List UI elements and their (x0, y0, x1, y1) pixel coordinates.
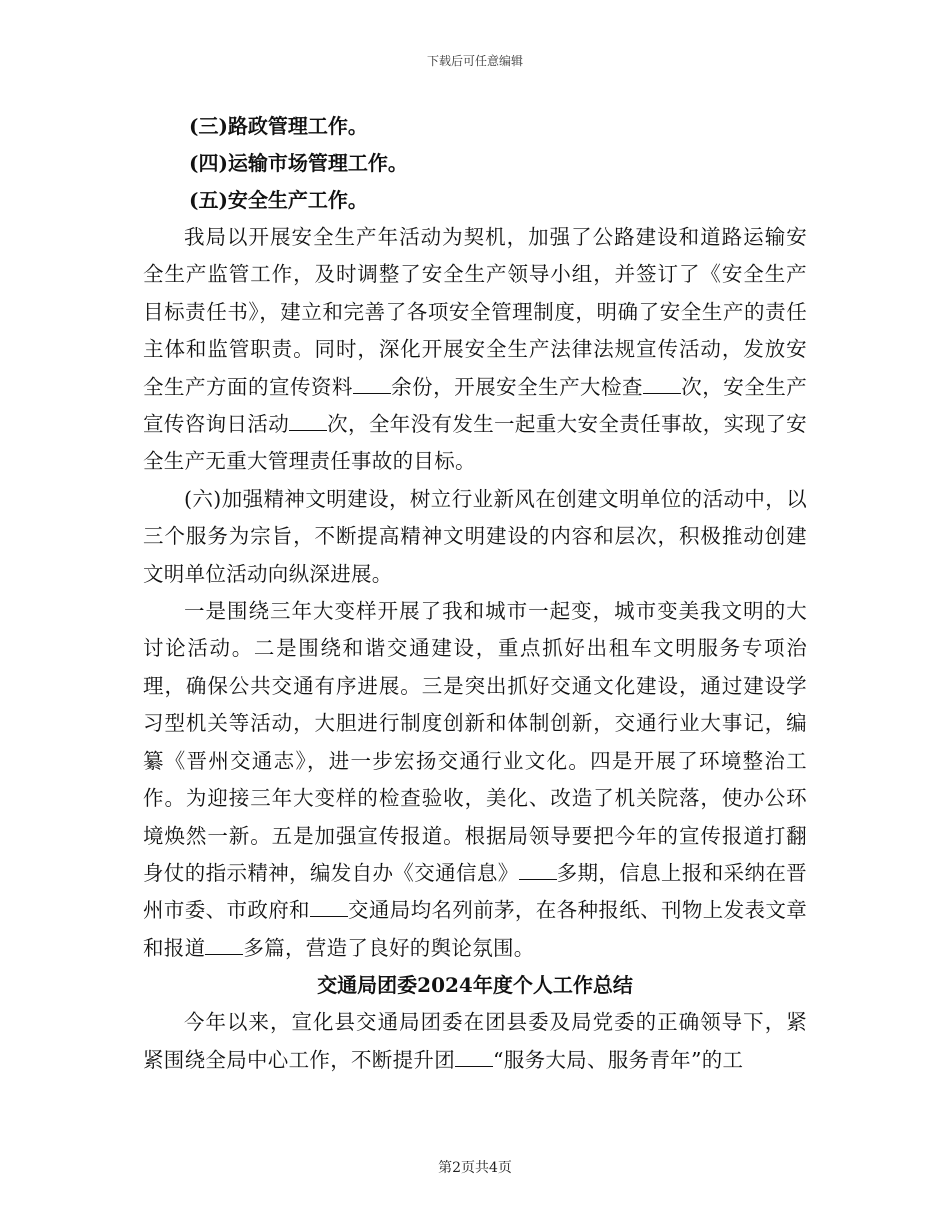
paragraph-text: 我局以开展安全生产年活动为契机，加强了公路建设和道路运输安全生产监管工作，及时调整了安全生产领导小组，并签订了《安全生产目标责任书》，建立和完善了各项安全管理制度，明确了安全生产的责任主体和监管职责。同时，深化开展安全生产法律法规宣传活动，发放安全生产方面的宣传资料 (143, 225, 807, 399)
heading-safety-production: (五)安全生产工作。 (189, 188, 368, 212)
paragraph-safety (143, 219, 807, 481)
fill-blank (353, 375, 391, 394)
paragraph-text: 今年以来，宣化县交通局团委在团县委及局党委的正确领导下，紧紧围绕全局中心工作，不断提升团 (143, 1010, 807, 1072)
paragraph-text: “服务大局、服务青年”的工 (493, 1047, 744, 1072)
fill-blank (310, 898, 348, 917)
paragraph-text: 多篇，营造了良好的舆论氛围。 (243, 935, 535, 960)
paragraph-intro (143, 1004, 807, 1079)
paragraph-text: 次，全年没有发生一起重大安全责任事故，实现了安全生产无重大管理责任事故的目标。 (143, 412, 807, 474)
fill-blank (519, 861, 557, 880)
paragraph-text: 次，安全生产宣传咨询日活动 (143, 374, 808, 437)
fill-blank (643, 375, 681, 394)
page-footer: 第2页共4页 (438, 1160, 512, 1176)
fill-blank (455, 1048, 493, 1067)
paragraph-text: 交通局均名列前茅，在各种报纸、刊物上发表文章和报道 (143, 898, 807, 960)
paragraph-civilization: (六)加强精神文明建设，树立行业新风在创建文明单位的活动中，以三个服务为宗旨，不断提高精神文明建设的内容和层次，积极推动创建文明单位活动向纵深进展。 (143, 486, 807, 586)
paragraph-activities (143, 593, 807, 967)
heading-transport-market: (四)运输市场管理工作。 (189, 151, 408, 175)
fill-blank (289, 412, 327, 431)
heading-road-administration: (三)路政管理工作。 (189, 114, 368, 138)
document-body (143, 108, 807, 1079)
page-header: 下载后可任意编辑 (426, 54, 523, 68)
paragraph-text: 余份，开展安全生产大检查 (390, 374, 644, 399)
section-title: 交通局团委2024年度个人工作总结 (317, 973, 633, 998)
paragraph-text: 多期，信息上报和采纳在晋州市委、市政府和 (143, 860, 807, 923)
paragraph-text: 一是围绕三年大变样开展了我和城市一起变，城市变美我文明的大讨论活动。二是围绕和谐交通建设，重点抓好出租车文明服务专项治理，确保公共交通有序进展。三是突出抓好交通文化建设，通过建设学习型机关等活动，大胆进行制度创新和体制创新，交通行业大事记，编纂《晋州交通志》，进一步宏扬交通行业文化。四是开展了环境整治工作。为迎接三年大变样的检查验收，美化、改造了机关院落，使办公环境焕然一新。五是加强宣传报道。根据局领导要把今年的宣传报道打翻身仗的指示精神，编发自办《交通信息》 (143, 599, 807, 885)
fill-blank (205, 936, 243, 955)
